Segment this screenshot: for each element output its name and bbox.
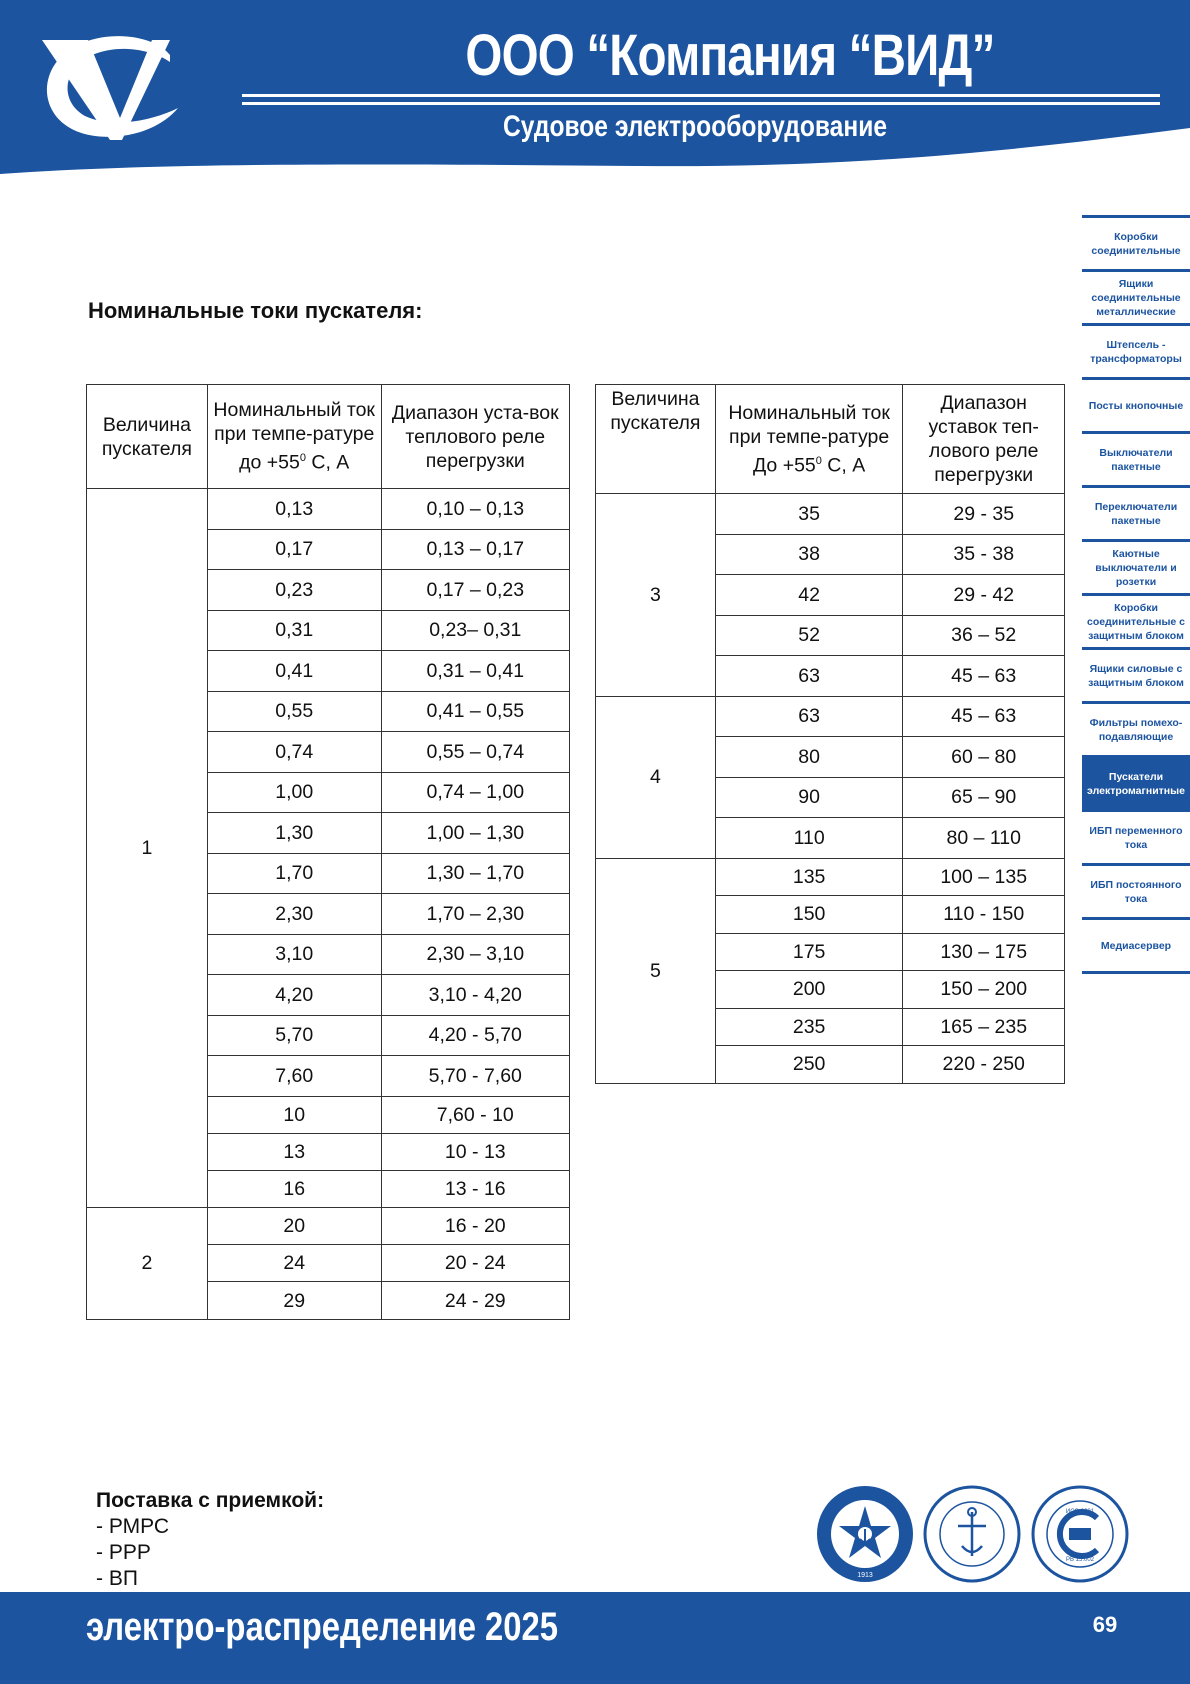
rated-current-cell: 42 (715, 575, 903, 616)
rated-current-cell: 2,30 (207, 894, 381, 935)
rated-current-cell: 24 (207, 1245, 381, 1282)
relay-range-cell: 2,30 – 3,10 (381, 934, 569, 975)
section-title: Номинальные токи пускателя: (88, 298, 423, 323)
relay-range-cell: 20 - 24 (381, 1245, 569, 1282)
header-current-text: Номинальный ток при темпе-ратуре (213, 399, 375, 446)
footer-catalog-title: электро-распределение 2025 (86, 1605, 559, 1649)
table-row (596, 494, 1065, 535)
delivery-title: Поставка с приемкой: (96, 1489, 325, 1512)
nav-item[interactable]: Ящики силовые с защитным блоком (1082, 647, 1190, 701)
rated-currents-table-left (86, 384, 570, 1320)
relay-range-cell: 165 – 235 (903, 1008, 1065, 1046)
header-rated-current (207, 385, 381, 489)
starter-size-cell: 1 (87, 489, 208, 1208)
rated-current-cell: 90 (715, 777, 903, 818)
company-title: ООО “Компания “ВИД” (465, 23, 995, 88)
company-subtitle: Судовое электрооборудование (503, 110, 887, 143)
relay-range-cell: 0,55 – 0,74 (381, 732, 569, 773)
relay-range-cell: 1,70 – 2,30 (381, 894, 569, 935)
header-size: Величина пускателя (596, 385, 716, 494)
river-register-seal-icon (925, 1487, 1019, 1581)
delivery-acceptance (96, 1488, 324, 1592)
nav-item[interactable]: Медиасервер (1082, 917, 1190, 971)
relay-range-cell: 35 - 38 (903, 534, 1065, 575)
starter-size-cell: 3 (596, 494, 716, 697)
rated-current-cell: 0,31 (207, 610, 381, 651)
rated-current-cell: 0,41 (207, 651, 381, 692)
rated-current-cell: 250 (715, 1046, 903, 1084)
relay-range-cell: 45 – 63 (903, 656, 1065, 697)
rated-current-cell: 5,70 (207, 1015, 381, 1056)
rated-current-cell: 4,20 (207, 975, 381, 1016)
header-relay-range: Диапазон уста-вок теплового реле перегрузки (381, 385, 569, 489)
rmrs-seal-icon (817, 1486, 913, 1582)
delivery-item: - РМРС (96, 1515, 170, 1538)
delivery-item: - РРР (96, 1541, 151, 1564)
header-current-unit: С, А (305, 451, 350, 474)
seal1-year: 1913 (857, 1572, 873, 1579)
nav-item[interactable]: ИБП постоянного тока (1082, 863, 1190, 917)
rated-current-cell: 0,17 (207, 529, 381, 570)
rated-current-cell: 35 (715, 494, 903, 535)
relay-range-cell: 0,17 – 0,23 (381, 570, 569, 611)
relay-range-cell: 0,74 – 1,00 (381, 772, 569, 813)
iso-certification-seal-icon (1033, 1487, 1127, 1581)
relay-range-cell: 24 - 29 (381, 1282, 569, 1319)
degree-mark: 0 (815, 454, 822, 467)
rated-current-cell: 110 (715, 818, 903, 859)
rated-current-cell: 135 (715, 858, 903, 896)
delivery-item: - ВП (96, 1567, 138, 1590)
rated-current-cell: 1,30 (207, 813, 381, 854)
relay-range-cell: 0,41 – 0,55 (381, 691, 569, 732)
nav-item[interactable]: Выключатели пакетные (1082, 431, 1190, 485)
rated-current-cell: 200 (715, 971, 903, 1009)
rated-current-cell: 10 (207, 1096, 381, 1133)
table-row (596, 858, 1065, 896)
nav-item[interactable]: ИБП переменного тока (1082, 809, 1190, 863)
rated-current-cell: 63 (715, 696, 903, 737)
relay-range-cell: 10 - 13 (381, 1133, 569, 1170)
rated-current-cell: 1,70 (207, 853, 381, 894)
relay-range-cell: 130 – 175 (903, 933, 1065, 971)
certification-seals (815, 1484, 1130, 1584)
relay-range-cell: 3,10 - 4,20 (381, 975, 569, 1016)
rated-current-cell: 235 (715, 1008, 903, 1046)
rated-current-cell: 3,10 (207, 934, 381, 975)
table-row (596, 696, 1065, 737)
nav-item[interactable]: Коробки соединительные с защитным блоком (1082, 593, 1190, 647)
header-rated-current (715, 385, 903, 494)
nav-item[interactable]: Переключатели пакетные (1082, 485, 1190, 539)
relay-range-cell: 100 – 135 (903, 858, 1065, 896)
nav-divider (1082, 971, 1190, 974)
relay-range-cell: 29 - 35 (903, 494, 1065, 535)
table-row (87, 489, 570, 530)
rated-current-cell: 20 (207, 1208, 381, 1245)
header-current-temp: До +55 (753, 454, 816, 477)
nav-item[interactable]: Пускатели электромагнитные (1082, 755, 1190, 809)
rated-current-cell: 175 (715, 933, 903, 971)
header-divider (242, 102, 1160, 105)
table-row (87, 1208, 570, 1245)
relay-range-cell: 13 - 16 (381, 1170, 569, 1207)
rated-current-cell: 16 (207, 1170, 381, 1207)
rated-currents-table-right (595, 384, 1065, 1084)
relay-range-cell: 16 - 20 (381, 1208, 569, 1245)
category-nav (1082, 215, 1190, 974)
header-current-unit: С, А (821, 454, 866, 477)
rated-current-cell: 80 (715, 737, 903, 778)
nav-item[interactable]: Коробки соединительные (1082, 215, 1190, 269)
nav-item[interactable]: Ящики соединительные металлические (1082, 269, 1190, 323)
relay-range-cell: 0,31 – 0,41 (381, 651, 569, 692)
nav-item[interactable]: Посты кнопочные (1082, 377, 1190, 431)
degree-mark: 0 (299, 452, 306, 465)
relay-range-cell: 150 – 200 (903, 971, 1065, 1009)
nav-item[interactable]: Каютные выключатели и розетки (1082, 539, 1190, 593)
header-size: Величина пускателя (87, 385, 208, 489)
relay-range-cell: 45 – 63 (903, 696, 1065, 737)
relay-range-cell: 1,30 – 1,70 (381, 853, 569, 894)
starter-size-cell: 4 (596, 696, 716, 858)
nav-item[interactable]: Штепсель - трансформаторы (1082, 323, 1190, 377)
header-current-temp: до +55 (239, 451, 300, 474)
rated-current-cell: 0,13 (207, 489, 381, 530)
rated-current-cell: 1,00 (207, 772, 381, 813)
rated-current-cell: 150 (715, 896, 903, 934)
seal3-top: ИСО 9001 (1065, 1509, 1095, 1515)
header-divider (242, 94, 1160, 97)
relay-range-cell: 65 – 90 (903, 777, 1065, 818)
nav-item[interactable]: Фильтры помехо-подавляющие (1082, 701, 1190, 755)
relay-range-cell: 0,10 – 0,13 (381, 489, 569, 530)
seal3-bottom: РВ 15.002 (1065, 1557, 1095, 1563)
relay-range-cell: 0,13 – 0,17 (381, 529, 569, 570)
relay-range-cell: 4,20 - 5,70 (381, 1015, 569, 1056)
header-current-text: Номинальный ток при темпе-ратуре (728, 401, 890, 448)
page-number: 69 (1092, 1612, 1118, 1637)
relay-range-cell: 36 – 52 (903, 615, 1065, 656)
relay-range-cell: 1,00 – 1,30 (381, 813, 569, 854)
relay-range-cell: 0,23– 0,31 (381, 610, 569, 651)
rated-current-cell: 0,23 (207, 570, 381, 611)
relay-range-cell: 80 – 110 (903, 818, 1065, 859)
rated-current-cell: 52 (715, 615, 903, 656)
starter-size-cell: 2 (87, 1208, 208, 1320)
relay-range-cell: 29 - 42 (903, 575, 1065, 616)
relay-range-cell: 60 – 80 (903, 737, 1065, 778)
rated-current-cell: 29 (207, 1282, 381, 1319)
rated-current-cell: 13 (207, 1133, 381, 1170)
relay-range-cell: 5,70 - 7,60 (381, 1056, 569, 1097)
rated-current-cell: 7,60 (207, 1056, 381, 1097)
header-relay-range: Диапазон уставок теп-лового реле перегрузки (903, 385, 1065, 494)
relay-range-cell: 7,60 - 10 (381, 1096, 569, 1133)
rated-current-cell: 0,74 (207, 732, 381, 773)
relay-range-cell: 110 - 150 (903, 896, 1065, 934)
rated-current-cell: 63 (715, 656, 903, 697)
relay-range-cell: 220 - 250 (903, 1046, 1065, 1084)
rated-current-cell: 0,55 (207, 691, 381, 732)
starter-size-cell: 5 (596, 858, 716, 1083)
rated-current-cell: 38 (715, 534, 903, 575)
